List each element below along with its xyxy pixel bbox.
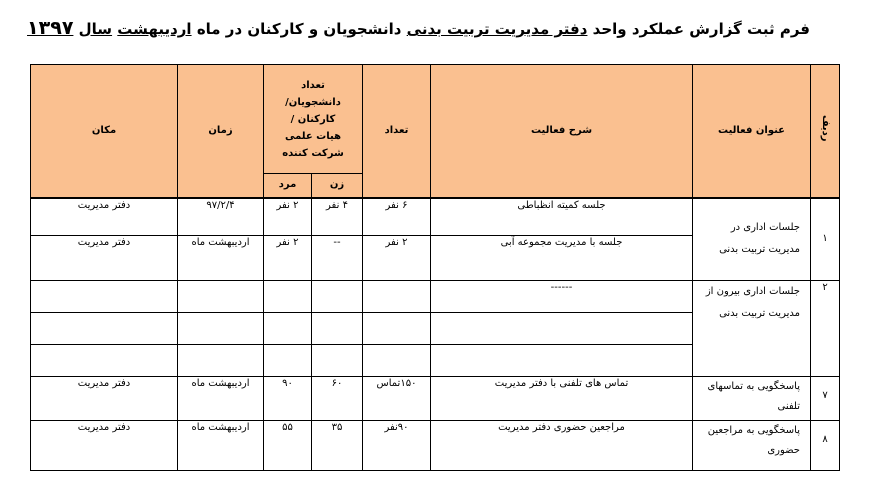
table-row — [31, 377, 840, 421]
activity-description: جلسه با مدیریت مجموعه آبی — [431, 236, 693, 281]
activity-title: جلسات اداری بیرون از مدیریت تربیت بدنی — [693, 281, 811, 377]
place-cell — [31, 281, 178, 313]
male-cell — [264, 281, 312, 313]
female-cell: ۴ نفر — [312, 198, 363, 236]
header-place: مکان — [31, 65, 178, 198]
table-row — [31, 198, 840, 236]
count-cell: ۱۵۰تماس — [363, 377, 431, 421]
activity-description: ------ — [431, 281, 693, 313]
header-activity-title: عنوان فعالیت — [693, 65, 811, 198]
female-cell — [312, 281, 363, 313]
male-cell: ۲ نفر — [264, 236, 312, 281]
place-cell: دفتر مدیریت — [31, 236, 178, 281]
activity-description: جلسه کمیته انظباطی — [431, 198, 693, 236]
header-male: مرد — [264, 174, 312, 198]
title-month: اردیبهشت — [117, 20, 192, 38]
header-row-number: ردیف — [811, 65, 840, 198]
male-cell: ۲ نفر — [264, 198, 312, 236]
count-cell: ۲ نفر — [363, 236, 431, 281]
title-part1: فرم ثبت گزارش عملکرد واحد — [592, 20, 810, 38]
activity-description: مراجعین حضوری دفتر مدیریت — [431, 421, 693, 471]
time-cell: اردیبهشت ماه — [178, 377, 264, 421]
count-cell: ۹۰نفر — [363, 421, 431, 471]
place-cell: دفتر مدیریت — [31, 198, 178, 236]
time-cell: اردیبهشت ماه — [178, 236, 264, 281]
activity-report-table — [30, 64, 840, 471]
male-cell: ۵۵ — [264, 421, 312, 471]
activity-title: پاسخگویی به مراجعین حضوری — [693, 421, 811, 471]
count-cell: ۶ نفر — [363, 198, 431, 236]
title-part2: دانشجویان و کارکنان در ماه — [196, 20, 402, 38]
male-cell: ۹۰ — [264, 377, 312, 421]
female-cell: ۳۵ — [312, 421, 363, 471]
count-cell — [363, 281, 431, 313]
place-cell: دفتر مدیریت — [31, 377, 178, 421]
time-cell: ۹۷/۲/۴ — [178, 198, 264, 236]
row-number: ۱ — [811, 198, 840, 281]
header-participants: تعداد دانشجویان/ کارکنان /هیات علمی شرکت کننده — [264, 65, 363, 174]
header-time: زمان — [178, 65, 264, 198]
row-number: ۷ — [811, 377, 840, 421]
header-count: تعداد — [363, 65, 431, 198]
row-number: ۲ — [811, 281, 840, 377]
header-activity-description: شرح فعالیت — [431, 65, 693, 198]
activity-description: تماس های تلفنی با دفتر مدیریت — [431, 377, 693, 421]
table-row — [31, 281, 840, 313]
title-year-label: سال — [78, 20, 113, 38]
title-unit: دفتر مدیریت تربیت بدنی — [406, 20, 588, 38]
table-row — [31, 421, 840, 471]
header-female: زن — [312, 174, 363, 198]
female-cell: -- — [312, 236, 363, 281]
place-cell: دفتر مدیریت — [31, 421, 178, 471]
row-number: ۸ — [811, 421, 840, 471]
female-cell: ۶۰ — [312, 377, 363, 421]
title-year: ۱۳۹۷ — [27, 17, 74, 39]
activity-title: جلسات اداری در مدیریت تربیت بدنی — [693, 198, 811, 281]
form-title — [27, 14, 810, 44]
activity-title: پاسخگویی به تماسهای تلفنی — [693, 377, 811, 421]
time-cell: اردیبهشت ماه — [178, 421, 264, 471]
time-cell — [178, 281, 264, 313]
